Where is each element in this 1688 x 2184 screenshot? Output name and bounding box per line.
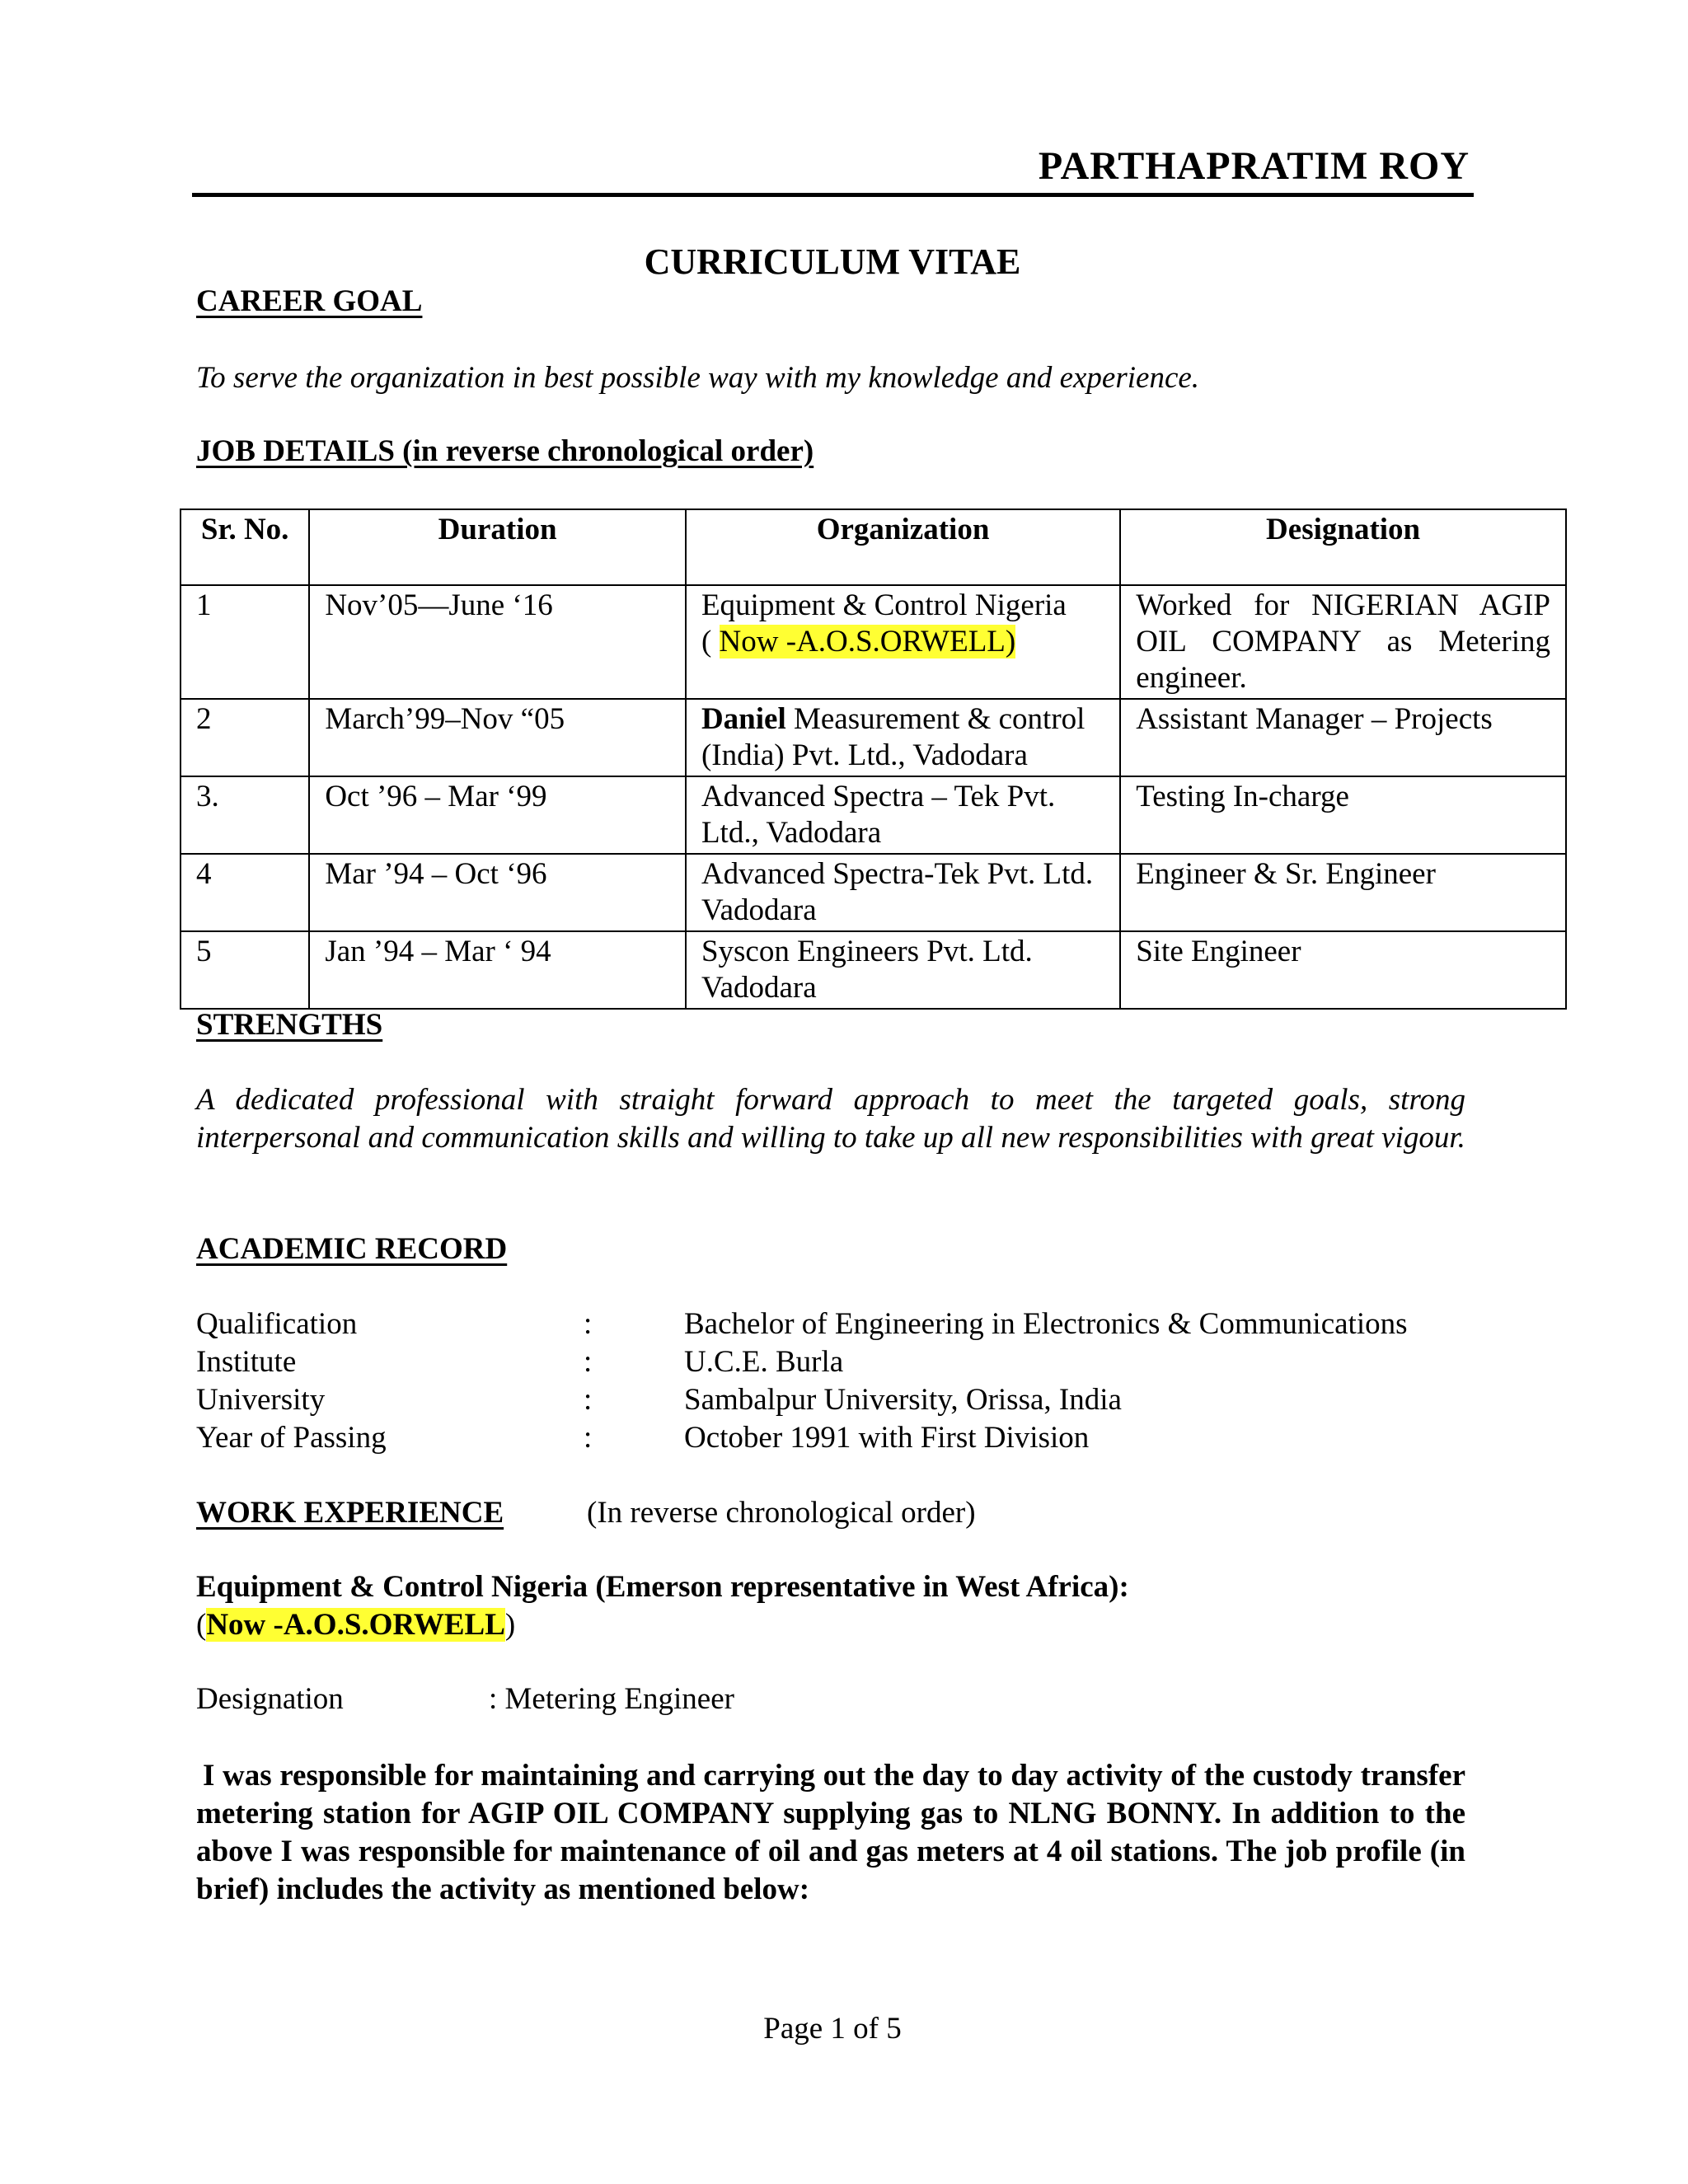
- document-title: CURRICULUM VITAE: [644, 241, 1021, 282]
- cell-duration: Mar ’94 – Oct ‘96: [309, 854, 686, 931]
- cell-sr: 5: [181, 931, 309, 1009]
- organization-name: Equipment & Control Nigeria: [701, 588, 1067, 622]
- organization-prefix: (: [701, 625, 720, 658]
- cell-organization: Advanced Spectra – Tek Pvt. Ltd., Vadodara: [686, 776, 1120, 854]
- cell-sr: 2: [181, 699, 309, 776]
- company-close-paren: ): [504, 1608, 516, 1642]
- table-row: [181, 931, 1566, 1009]
- company-name: [196, 1568, 1129, 1644]
- academic-value: U.C.E. Burla: [684, 1345, 844, 1379]
- designation-value: : Metering Engineer: [489, 1682, 734, 1716]
- designation-label: Designation: [196, 1682, 344, 1716]
- cell-designation: Testing In-charge: [1120, 776, 1566, 854]
- academic-value: Sambalpur University, Orissa, India: [684, 1383, 1122, 1417]
- column-header-duration: Duration: [309, 509, 686, 585]
- academic-label: Institute: [196, 1345, 297, 1379]
- highlighted-new-name: Now -A.O.S.ORWELL): [719, 625, 1016, 658]
- academic-colon: :: [584, 1307, 593, 1341]
- column-header-sr-no: Sr. No.: [181, 509, 309, 585]
- work-experience-note: (In reverse chronological order): [587, 1496, 976, 1530]
- cell-duration: Oct ’96 – Mar ‘99: [309, 776, 686, 854]
- academic-label: University: [196, 1383, 326, 1417]
- company-open-paren: (: [196, 1608, 207, 1642]
- cell-sr: 4: [181, 854, 309, 931]
- column-header-organization: Organization: [686, 509, 1120, 585]
- career-goal-text: To serve the organization in best possible way with my knowledge and experience.: [196, 361, 1200, 395]
- table-row: [181, 776, 1566, 854]
- strengths-heading: STRENGTHS: [196, 1008, 383, 1042]
- academic-value: Bachelor of Engineering in Electronics & Communications: [684, 1307, 1408, 1341]
- cell-organization: [686, 699, 1120, 776]
- cell-duration: Jan ’94 – Mar ‘ 94: [309, 931, 686, 1009]
- strengths-text: A dedicated professional with straight forward approach to meet the targeted goals, strong interpersonal and communication skills and willing to take up all new responsibilities with great vigour.: [196, 1083, 1465, 1155]
- academic-label: Year of Passing: [196, 1421, 387, 1455]
- header-name: PARTHAPRATIM ROY: [1038, 144, 1470, 188]
- cell-sr: 3.: [181, 776, 309, 854]
- cell-duration: Nov’05—June ‘16: [309, 585, 686, 699]
- job-details-heading: JOB DETAILS (in reverse chronological order): [196, 434, 814, 468]
- company-highlighted-name: Now -A.O.S.ORWELL: [206, 1608, 505, 1642]
- academic-row: [196, 1420, 1515, 1458]
- job-details-table: [180, 509, 1567, 1010]
- table-row: [181, 699, 1566, 776]
- table-header-row: [181, 509, 1566, 585]
- column-header-designation: Designation: [1120, 509, 1566, 585]
- cell-organization: Advanced Spectra-Tek Pvt. Ltd. Vadodara: [686, 854, 1120, 931]
- organization-rest: Measurement & control (India) Pvt. Ltd., Vadodara: [701, 702, 1085, 772]
- academic-label: Qualification: [196, 1307, 358, 1341]
- cell-organization: [686, 585, 1120, 699]
- academic-value: October 1991 with First Division: [684, 1421, 1090, 1455]
- cell-designation: Engineer & Sr. Engineer: [1120, 854, 1566, 931]
- academic-row: [196, 1306, 1515, 1344]
- table-row: [181, 585, 1566, 699]
- page-number: Page 1 of 5: [763, 2012, 902, 2046]
- cell-organization: Syscon Engineers Pvt. Ltd. Vadodara: [686, 931, 1120, 1009]
- company-line: Equipment & Control Nigeria (Emerson representative in West Africa):: [196, 1570, 1129, 1604]
- table-row: [181, 854, 1566, 931]
- responsibility-text: I was responsible for maintaining and carrying out the day to day activity of the custody transfer metering station for AGIP OIL COMPANY supplying gas to NLNG BONNY. In addition to the above I was responsible for maintenance of oil and gas meters at 4 oil stations. The job profile (in brief) includes the activity as mentioned below:: [196, 1759, 1465, 1906]
- work-experience-heading: WORK EXPERIENCE: [196, 1496, 504, 1530]
- academic-colon: :: [584, 1421, 593, 1455]
- cell-designation: Site Engineer: [1120, 931, 1566, 1009]
- academic-record-heading: ACADEMIC RECORD: [196, 1232, 508, 1266]
- organization-bold-name: Daniel: [701, 702, 786, 736]
- cell-duration: March’99–Nov “05: [309, 699, 686, 776]
- academic-colon: :: [584, 1345, 593, 1379]
- cell-sr: 1: [181, 585, 309, 699]
- academic-row: [196, 1382, 1515, 1420]
- career-goal-heading: CAREER GOAL: [196, 284, 423, 318]
- academic-colon: :: [584, 1383, 593, 1417]
- header-rule: [192, 193, 1474, 197]
- cell-designation: Worked for NIGERIAN AGIP OIL COMPANY as Metering engineer.: [1120, 585, 1566, 699]
- designation-row: [196, 1681, 734, 1717]
- cell-designation: Assistant Manager – Projects: [1120, 699, 1566, 776]
- academic-row: [196, 1344, 1515, 1382]
